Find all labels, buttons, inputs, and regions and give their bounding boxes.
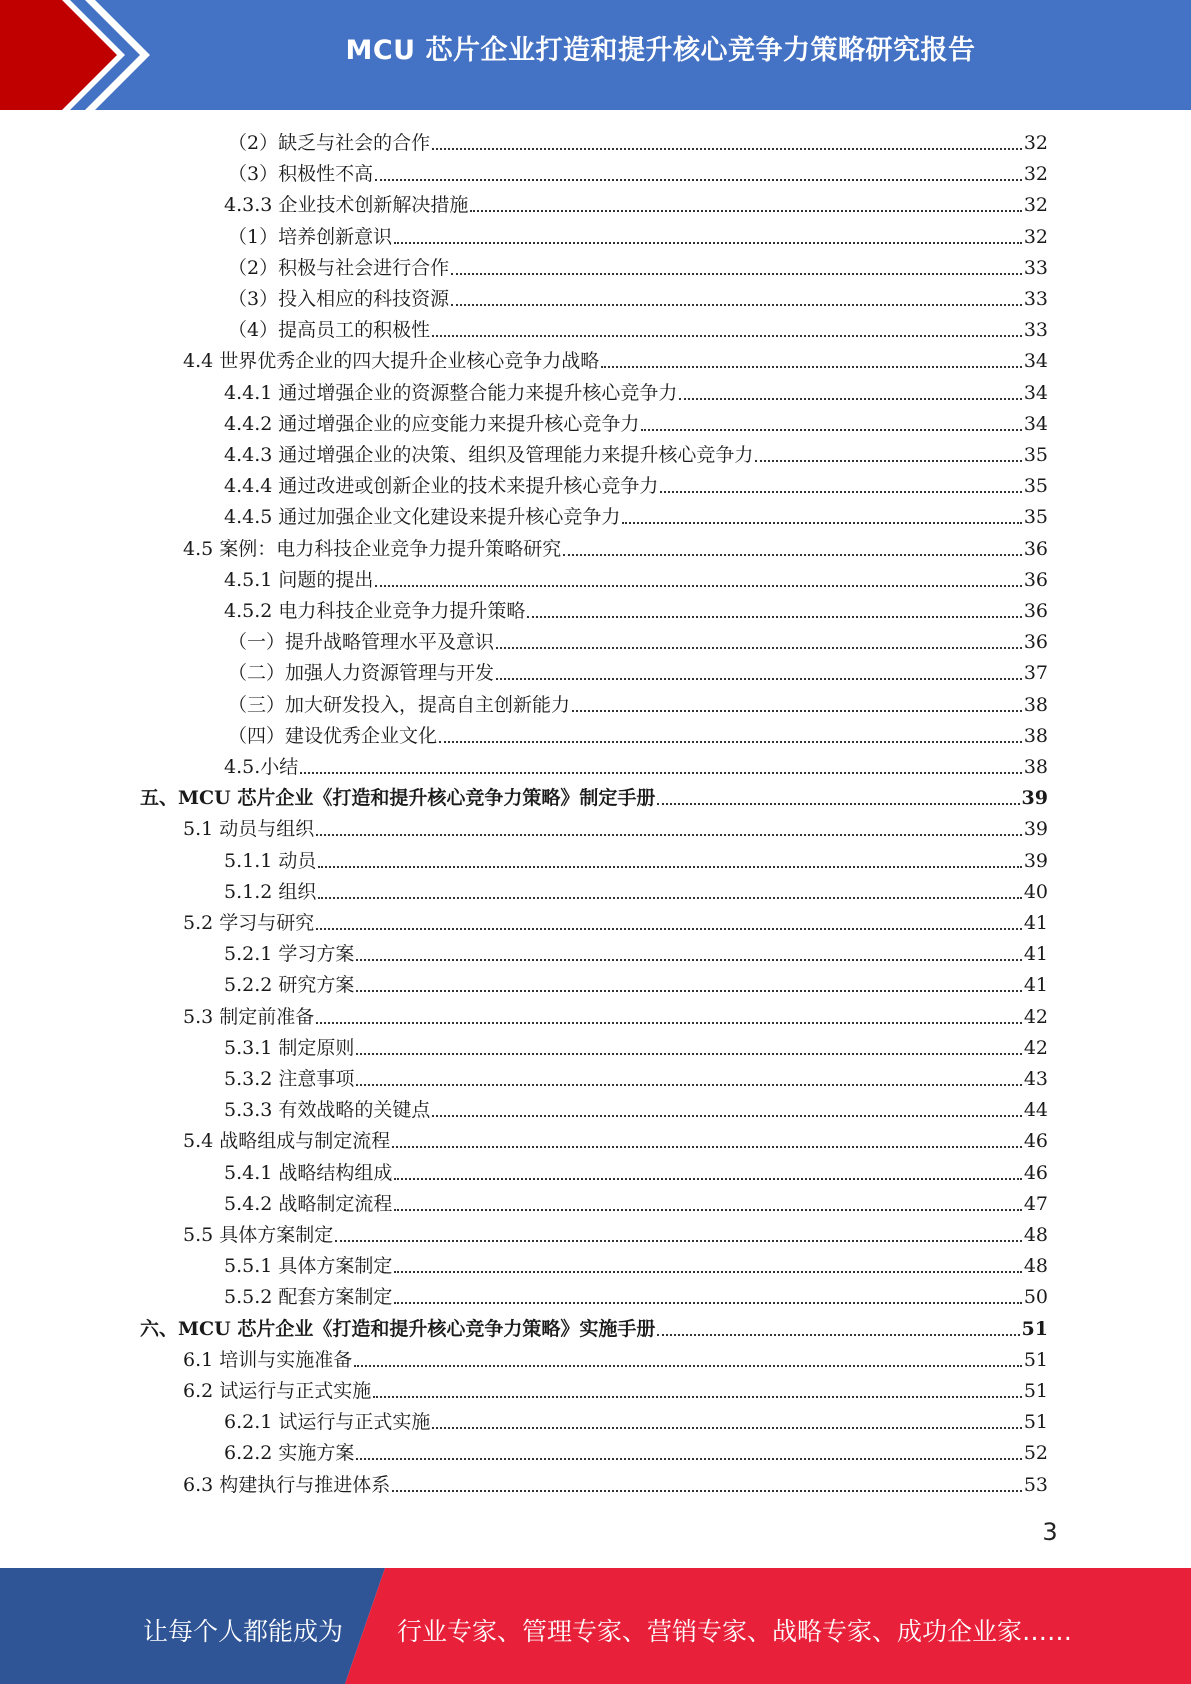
- toc-entry[interactable]: [224, 1095, 1048, 1126]
- toc-dot-leader: [432, 1115, 1021, 1117]
- toc-entry[interactable]: [183, 1002, 1048, 1033]
- toc-dot-leader: [392, 1490, 1022, 1492]
- toc-entry-page: 34: [1023, 350, 1048, 373]
- toc-dot-leader: [439, 741, 1022, 743]
- toc-entry-page: 39: [1021, 787, 1048, 810]
- toc-entry-page: 46: [1023, 1130, 1048, 1153]
- toc-entry[interactable]: [224, 440, 1048, 471]
- toc-entry-title: 5.2.1 学习方案: [224, 943, 355, 966]
- toc-entry[interactable]: [228, 284, 1048, 315]
- toc-entry[interactable]: [183, 1376, 1048, 1407]
- toc-entry[interactable]: [224, 1407, 1048, 1438]
- toc-entry[interactable]: [224, 1064, 1048, 1095]
- toc-entry-title: 4.4.4 通过改进或创新企业的技术来提升核心竞争力: [224, 475, 659, 498]
- toc-entry-title: 5.1.1 动员: [224, 849, 317, 872]
- document-title: MCU 芯片企业打造和提升核心竞争力策略研究报告: [345, 35, 976, 66]
- toc-entry-title: 6.1 培训与实施准备: [183, 1348, 353, 1371]
- toc-entry[interactable]: [228, 222, 1048, 253]
- toc-entry[interactable]: [224, 565, 1048, 596]
- toc-entry[interactable]: [228, 627, 1048, 658]
- toc-entry[interactable]: [228, 128, 1048, 159]
- toc-entry-page: 48: [1023, 1224, 1048, 1246]
- toc-entry-page: 36: [1023, 631, 1048, 654]
- toc-entry-page: 41: [1023, 912, 1048, 934]
- toc-entry-title: 六、MCU 芯片企业《打造和提升核心竞争力策略》实施手册: [140, 1317, 656, 1340]
- toc-entry[interactable]: [224, 970, 1048, 1001]
- toc-dot-leader: [470, 210, 1021, 212]
- toc-dot-leader: [356, 1053, 1021, 1055]
- toc-dot-leader: [375, 585, 1021, 587]
- toc-entry-page: 44: [1023, 1099, 1048, 1122]
- toc-dot-leader: [356, 1084, 1021, 1086]
- toc-entry[interactable]: [228, 253, 1048, 284]
- toc-entry-page: 35: [1023, 506, 1048, 529]
- toc-entry[interactable]: [224, 877, 1048, 908]
- toc-entry-page: 33: [1023, 288, 1048, 310]
- footer-slogan-right: 行业专家、管理专家、营销专家、战略专家、成功企业家……: [397, 1617, 1073, 1646]
- toc-entry-page: 32: [1023, 194, 1048, 217]
- toc-entry-page: 51: [1023, 1411, 1048, 1434]
- toc-entry-title: 6.2 试运行与正式实施: [183, 1380, 372, 1402]
- toc-entry[interactable]: [140, 1314, 1048, 1345]
- toc-entry-page: 35: [1023, 475, 1048, 498]
- toc-dot-leader: [300, 772, 1022, 774]
- toc-entry[interactable]: [224, 752, 1048, 783]
- toc-entry-page: 36: [1023, 568, 1048, 591]
- toc-dot-leader: [755, 460, 1021, 462]
- toc-entry-title: 4.4 世界优秀企业的四大提升企业核心竞争力战略: [183, 350, 600, 373]
- toc-entry[interactable]: [224, 1158, 1048, 1189]
- toc-dot-leader: [394, 1302, 1021, 1304]
- toc-entry[interactable]: [224, 1438, 1048, 1469]
- toc-entry[interactable]: [140, 783, 1048, 814]
- toc-entry[interactable]: [224, 846, 1048, 877]
- toc-dot-leader: [392, 1146, 1022, 1148]
- toc-entry-page: 33: [1023, 319, 1048, 342]
- toc-entry-page: 34: [1023, 412, 1048, 435]
- toc-entry[interactable]: [224, 1282, 1048, 1313]
- toc-dot-leader: [657, 1334, 1019, 1336]
- toc-entry[interactable]: [224, 939, 1048, 970]
- toc-entry[interactable]: [228, 658, 1048, 689]
- toc-entry[interactable]: [224, 409, 1048, 440]
- toc-entry-title: 6.2.2 实施方案: [224, 1442, 355, 1465]
- toc-entry-title: （1）培养创新意识: [228, 225, 393, 248]
- toc-entry-title: 5.3.1 制定原则: [224, 1036, 355, 1059]
- toc-dot-leader: [394, 1209, 1021, 1211]
- toc-dot-leader: [660, 491, 1021, 493]
- toc-dot-leader: [432, 148, 1022, 150]
- toc-dot-leader: [496, 647, 1022, 649]
- toc-entry[interactable]: [183, 534, 1048, 565]
- toc-entry-page: 52: [1023, 1442, 1048, 1465]
- toc-entry-page: 46: [1023, 1161, 1048, 1184]
- toc-entry[interactable]: [228, 315, 1048, 346]
- toc-entry-page: 42: [1023, 1036, 1048, 1059]
- toc-entry[interactable]: [183, 346, 1048, 377]
- toc-entry-title: 4.5 案例：电力科技企业竞争力提升策略研究: [183, 537, 562, 560]
- toc-entry-page: 36: [1023, 600, 1048, 622]
- toc-dot-leader: [335, 1240, 1022, 1242]
- toc-entry-title: 4.4.1 通过增强企业的资源整合能力来提升核心竞争力: [224, 381, 678, 404]
- toc-entry-title: 5.2.2 研究方案: [224, 974, 355, 997]
- toc-entry-title: 4.5.1 问题的提出: [224, 568, 374, 591]
- toc-entry-title: 5.4.1 战略结构组成: [224, 1161, 393, 1184]
- toc-dot-leader: [373, 1396, 1022, 1398]
- toc-dot-leader: [316, 834, 1022, 836]
- toc-dot-leader: [318, 866, 1021, 868]
- toc-dot-leader: [601, 366, 1022, 368]
- toc-entry-page: 48: [1023, 1255, 1048, 1278]
- toc-dot-leader: [354, 1365, 1022, 1367]
- toc-dot-leader: [316, 928, 1022, 930]
- toc-entry-title: （三）加大研发投入，提高自主创新能力: [228, 693, 571, 716]
- toc-dot-leader: [394, 242, 1022, 244]
- toc-entry-page: 51: [1023, 1380, 1048, 1402]
- toc-entry-title: 5.3 制定前准备: [183, 1005, 315, 1028]
- toc-dot-leader: [572, 710, 1022, 712]
- toc-entry-title: （一）提升战略管理水平及意识: [228, 631, 495, 654]
- toc-dot-leader: [375, 179, 1022, 181]
- toc-entry-title: （3）投入相应的科技资源: [228, 288, 450, 310]
- toc-dot-leader: [356, 1458, 1021, 1460]
- toc-dot-leader: [432, 335, 1022, 337]
- toc-entry-page: 50: [1023, 1286, 1048, 1309]
- toc-entry-title: 6.3 构建执行与推进体系: [183, 1473, 391, 1496]
- toc-entry-title: （3）积极性不高: [228, 163, 374, 186]
- toc-entry-title: 5.1.2 组织: [224, 880, 317, 903]
- toc-entry-page: 39: [1023, 818, 1048, 841]
- toc-entry[interactable]: [183, 814, 1048, 845]
- toc-entry[interactable]: [228, 721, 1048, 752]
- toc-entry-title: （四）建设优秀企业文化: [228, 724, 438, 747]
- page-number: 3: [1042, 1518, 1058, 1546]
- toc-dot-leader: [394, 1271, 1021, 1273]
- toc-entry-title: （4）提高员工的积极性: [228, 319, 431, 342]
- toc-entry-title: 6.2.1 试运行与正式实施: [224, 1411, 431, 1434]
- footer-slogan-left: 让每个人都能成为: [143, 1617, 344, 1646]
- toc-entry-title: 5.5.2 配套方案制定: [224, 1286, 393, 1309]
- toc-entry[interactable]: [224, 1251, 1048, 1282]
- toc-dot-leader: [496, 678, 1022, 680]
- toc-entry[interactable]: [183, 1345, 1048, 1376]
- toc-entry-page: 39: [1023, 849, 1048, 872]
- toc-entry[interactable]: [183, 1126, 1048, 1157]
- toc-entry[interactable]: [224, 502, 1048, 533]
- toc-dot-leader: [679, 398, 1021, 400]
- toc-dot-leader: [563, 554, 1022, 556]
- toc-entry-page: 32: [1023, 132, 1048, 154]
- toc-entry[interactable]: [183, 1470, 1048, 1501]
- toc-entry-page: 33: [1023, 256, 1048, 279]
- toc-entry-title: 5.4.2 战略制定流程: [224, 1192, 393, 1215]
- toc-dot-leader: [657, 803, 1019, 805]
- toc-entry-title: 4.3.3 企业技术创新解决措施: [224, 194, 469, 217]
- toc-entry-page: 38: [1023, 693, 1048, 716]
- toc-entry[interactable]: [183, 1220, 1048, 1251]
- toc-entry-title: 4.4.2 通过增强企业的应变能力来提升核心竞争力: [224, 412, 640, 435]
- toc-entry[interactable]: [224, 190, 1048, 221]
- toc-entry-title: 5.2 学习与研究: [183, 912, 315, 934]
- toc-dot-leader: [432, 1427, 1021, 1429]
- toc-entry-title: 5.5.1 具体方案制定: [224, 1255, 393, 1278]
- toc-entry-title: 4.4.5 通过加强企业文化建设来提升核心竞争力: [224, 506, 621, 529]
- toc-entry-title: 4.5.2 电力科技企业竞争力提升策略: [224, 600, 526, 622]
- toc-entry-page: 38: [1023, 756, 1048, 778]
- toc-entry[interactable]: [224, 378, 1048, 409]
- toc-entry-page: 51: [1021, 1317, 1048, 1340]
- toc-entry-page: 47: [1023, 1192, 1048, 1215]
- toc-entry-page: 41: [1023, 943, 1048, 966]
- toc-dot-leader: [527, 616, 1021, 618]
- toc-entry-page: 51: [1023, 1348, 1048, 1371]
- toc-entry-title: 5.3.2 注意事项: [224, 1068, 355, 1090]
- toc-entry-page: 34: [1023, 381, 1048, 404]
- page-footer: [0, 1568, 1191, 1684]
- toc-entry-page: 32: [1023, 163, 1048, 186]
- toc-entry-title: 5.3.3 有效战略的关键点: [224, 1099, 431, 1122]
- toc-entry-title: 5.1 动员与组织: [183, 818, 315, 841]
- toc-entry-title: 4.4.3 通过增强企业的决策、组织及管理能力来提升核心竞争力: [224, 444, 754, 466]
- toc-dot-leader: [641, 429, 1021, 431]
- toc-entry[interactable]: [224, 596, 1048, 627]
- toc-dot-leader: [622, 522, 1021, 524]
- toc-dot-leader: [318, 897, 1021, 899]
- toc-entry-title: 4.5.小结: [224, 756, 299, 778]
- toc-entry-title: （2）积极与社会进行合作: [228, 256, 450, 279]
- toc-entry-page: 37: [1023, 662, 1048, 685]
- toc-dot-leader: [451, 273, 1022, 275]
- toc-entry-page: 40: [1023, 880, 1048, 903]
- toc-entry-page: 38: [1023, 724, 1048, 747]
- toc-entry-page: 42: [1023, 1005, 1048, 1028]
- toc-dot-leader: [316, 1022, 1022, 1024]
- toc-dot-leader: [356, 959, 1021, 961]
- toc-entry-title: （2）缺乏与社会的合作: [228, 132, 431, 154]
- toc-dot-leader: [356, 990, 1021, 992]
- toc-entry-title: 5.5 具体方案制定: [183, 1224, 334, 1246]
- toc-dot-leader: [394, 1178, 1021, 1180]
- toc-entry[interactable]: [228, 159, 1048, 190]
- toc-entry-title: （二）加强人力资源管理与开发: [228, 662, 495, 685]
- toc-entry-title: 5.4 战略组成与制定流程: [183, 1130, 391, 1153]
- toc-dot-leader: [451, 304, 1022, 306]
- toc-entry[interactable]: [228, 690, 1048, 721]
- toc-entry-page: 32: [1023, 225, 1048, 248]
- toc-entry-page: 35: [1023, 444, 1048, 466]
- toc-entry-page: 41: [1023, 974, 1048, 997]
- toc-entry[interactable]: [224, 1189, 1048, 1220]
- page-header: [0, 0, 1191, 110]
- toc-entry-page: 36: [1023, 537, 1048, 560]
- toc-entry[interactable]: [224, 471, 1048, 502]
- toc-entry[interactable]: [183, 908, 1048, 939]
- toc-entry-page: 43: [1023, 1068, 1048, 1090]
- toc-entry[interactable]: [224, 1033, 1048, 1064]
- toc-entry-title: 五、MCU 芯片企业《打造和提升核心竞争力策略》制定手册: [140, 787, 656, 810]
- toc-entry-page: 53: [1023, 1473, 1048, 1496]
